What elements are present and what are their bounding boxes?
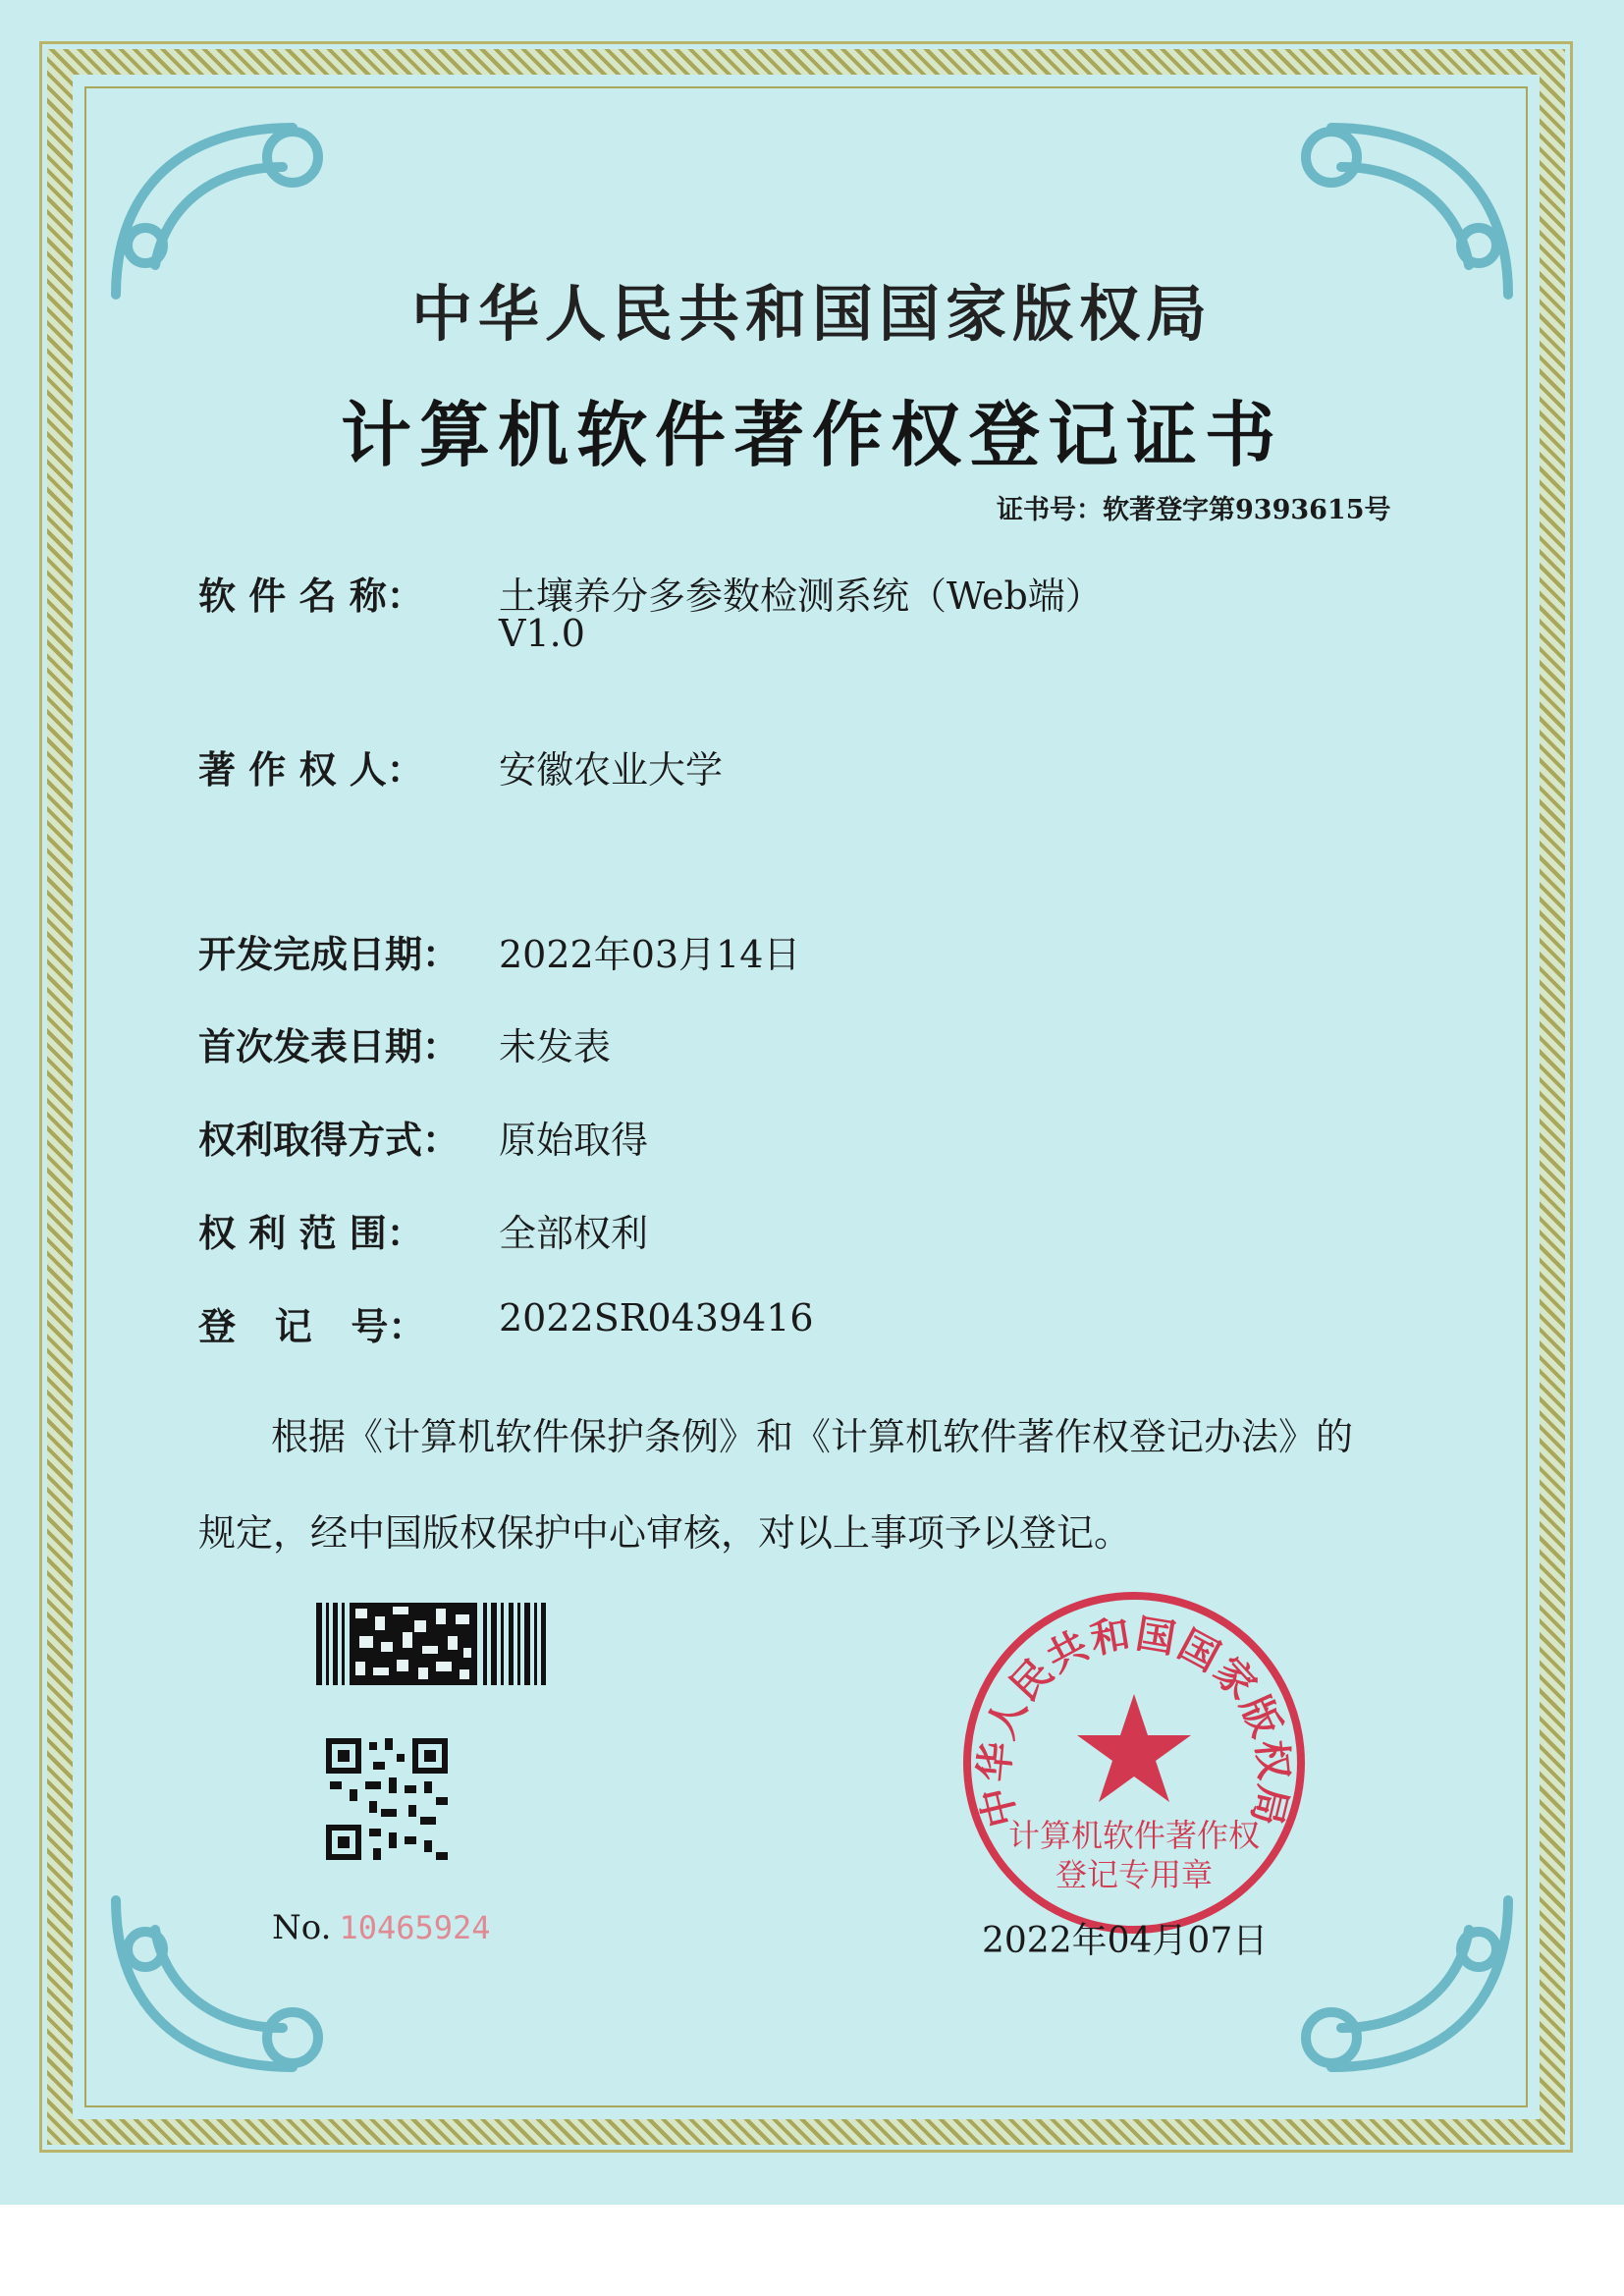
field-label-rights-scope: 权 利 范 围： [198,1211,424,1255]
field-value-copyright-owner: 安徽农业大学 [499,748,724,792]
issuer-title: 中华人民共和国国家版权局 [410,278,1213,350]
field-label-software-name: 软 件 名 称： [198,574,424,618]
qr-code [326,1738,448,1860]
certificate-title: 计算机软件著作权登记证书 [340,393,1283,476]
field-value-software-name: 土壤养分多参数检测系统（Web端） [499,574,1103,618]
field-label-first-publication: 首次发表日期： [198,1024,460,1068]
field-label-acquisition-method: 权利取得方式： [198,1118,460,1162]
field-value-registration-number: 2022SR0439416 [499,1296,814,1339]
serial-value: 10465924 [339,1909,491,1946]
field-value-first-publication: 未发表 [499,1025,612,1068]
seal-inner-line2: 登记专用章 [1055,1856,1214,1893]
seal-inner-line1: 计算机软件著作权 [1007,1817,1261,1854]
serial-prefix: No. [272,1908,332,1947]
field-value-rights-scope: 全部权利 [499,1212,649,1255]
official-seal [957,1586,1311,1940]
serial-number [272,1908,491,1947]
corner-ornament-bottom-right [1272,1890,1528,2097]
seal-outer-text: 中华人民共和国国家版权局 [971,1612,1297,1831]
barcode [316,1603,552,1685]
field-value-completion-date: 2022年03月14日 [499,933,801,976]
legal-paragraph-line2: 规定，经中国版权保护中心审核，对以上事项予以登记。 [198,1511,1132,1555]
field-label-registration-number: 登 记 号： [198,1304,426,1348]
issue-date: 2022年04月07日 [982,1921,1269,1961]
field-label-completion-date: 开发完成日期： [198,932,460,976]
legal-paragraph-line1: 根据《计算机软件保护条例》和《计算机软件著作权登记办法》的 [271,1415,1354,1458]
field-value-acquisition-method: 原始取得 [499,1119,649,1162]
certificate-number: 证书号：软著登字第9393615号 [997,495,1391,525]
field-label-copyright-owner: 著 作 权 人： [198,747,424,792]
field-value-software-version: V1.0 [499,612,585,655]
